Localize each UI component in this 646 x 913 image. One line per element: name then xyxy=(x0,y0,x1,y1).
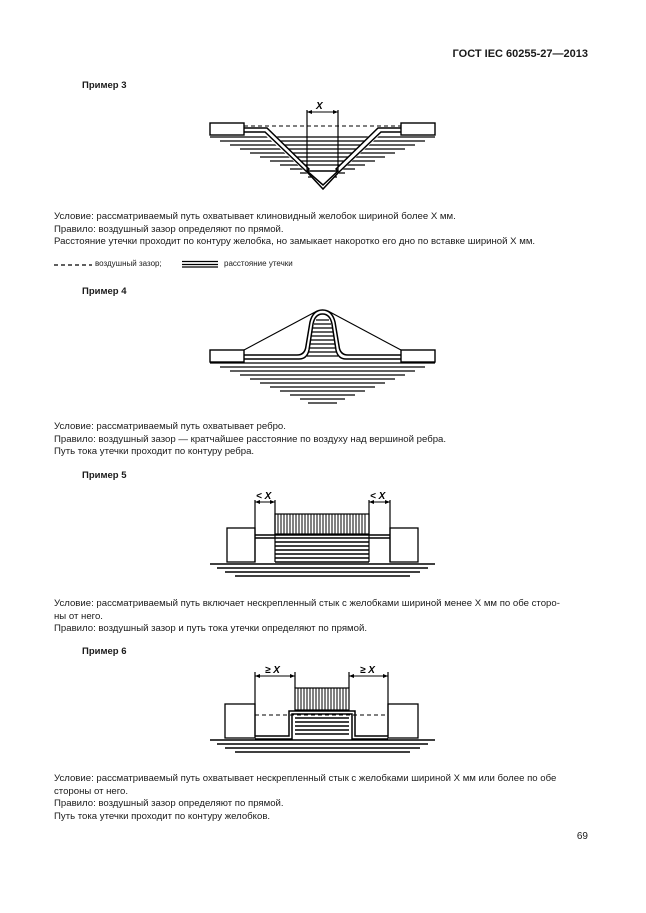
example-5-figure xyxy=(205,488,440,588)
example-6-note: Путь тока утечки проходит по контуру желобков. xyxy=(54,810,271,822)
page-number: 69 xyxy=(576,831,588,842)
example-5-condition-cont: ны от него. xyxy=(54,610,103,622)
example-3-title: Пример 3 xyxy=(82,80,127,91)
example-4-condition: Условие: рассматриваемый путь охватывает ребро. xyxy=(54,421,286,432)
example-4-rule: Правило: воздушный зазор — кратчайшее расстояние по воздуху над вершиной ребра. xyxy=(54,433,447,445)
example-6-rule: Правило: воздушный зазор определяют по прямой. xyxy=(54,798,284,809)
example-3-figure xyxy=(205,98,440,198)
example-6-dim-right: ≥ X xyxy=(360,665,375,676)
legend-air-gap: воздушный зазор; xyxy=(95,259,162,268)
example-5-condition: Условие: рассматриваемый путь включает нескрепленный стык с желобками шириной менее X мм по обе сторо- xyxy=(54,598,560,609)
air-gap-legend-icon xyxy=(54,262,92,268)
example-6-text xyxy=(54,773,594,823)
example-3-note: Расстояние утечки проходит по контуру желобка, но замыкает накоротко его дно по вставке шириной X мм. xyxy=(54,236,536,247)
document-id: ГОСТ IEC 60255-27—2013 xyxy=(452,48,588,60)
example-5-rule: Правило: воздушный зазор и путь тока утечки определяют по прямой. xyxy=(54,623,367,634)
example-6-title: Пример 6 xyxy=(82,646,127,657)
example-5-dim-left: < X xyxy=(256,491,272,502)
creepage-legend-icon xyxy=(182,260,218,268)
example-5-text xyxy=(54,598,594,636)
example-4-title: Пример 4 xyxy=(82,286,127,297)
example-5-title: Пример 5 xyxy=(82,470,127,481)
example-6-condition-cont: стороны от него. xyxy=(54,785,129,797)
example-4-figure xyxy=(205,302,440,412)
example-3-condition: Условие: рассматриваемый путь охватывает клиновидный желобок шириной более X мм. xyxy=(54,211,456,222)
example-6-condition: Условие: рассматриваемый путь охватывает нескрепленный стык с желобками шириной X мм или более по обе xyxy=(54,773,557,784)
example-3-dim-x: X xyxy=(316,101,323,112)
example-5-dim-right: < X xyxy=(370,491,386,502)
example-4-text xyxy=(54,421,594,459)
example-6-figure xyxy=(205,660,440,765)
example-4-note: Путь тока утечки проходит по контуру ребра. xyxy=(54,446,255,457)
example-3-text xyxy=(54,211,594,249)
example-3-rule: Правило: воздушный зазор определяют по прямой. xyxy=(54,223,284,235)
legend-creepage: расстояние утечки xyxy=(224,259,293,268)
example-6-dim-left: ≥ X xyxy=(265,665,280,676)
legend xyxy=(54,258,354,272)
